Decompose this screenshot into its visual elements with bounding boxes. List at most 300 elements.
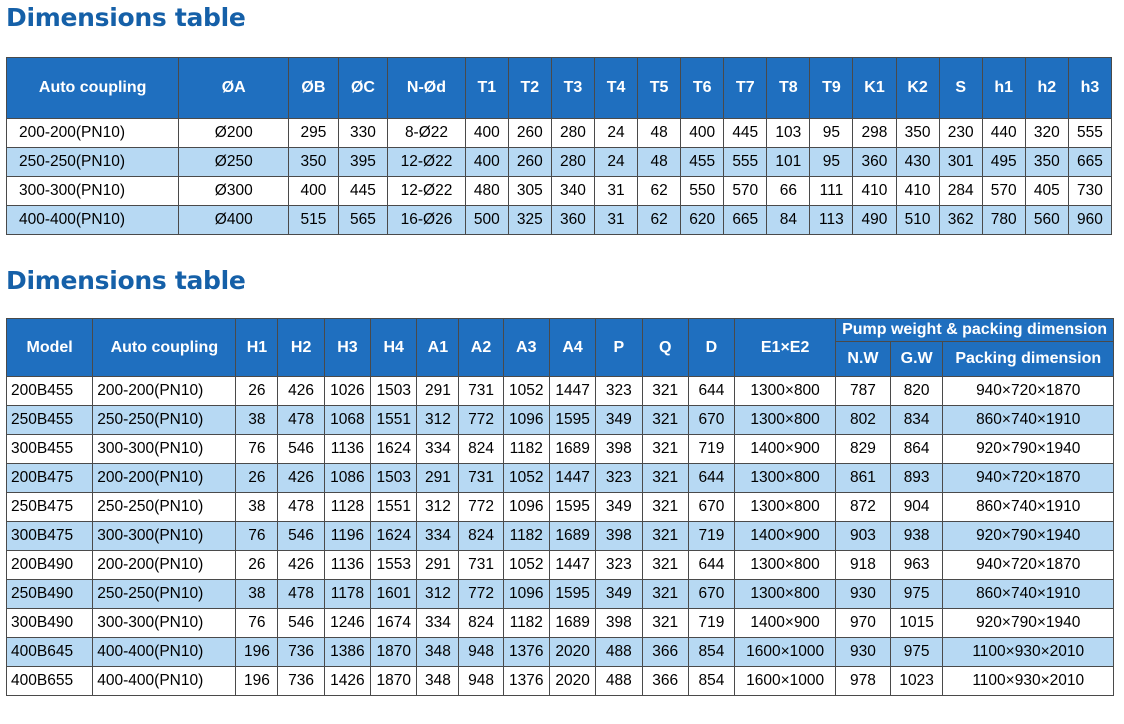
table-cell: 48 (638, 148, 681, 177)
table1-header-cell: T1 (465, 58, 508, 119)
table1-header-cell: ØC (338, 58, 388, 119)
table-cell: 1870 (371, 667, 417, 696)
page-title-dimensions-2: Dimensions table (6, 266, 246, 295)
table-cell: 570 (724, 177, 767, 206)
table-cell: 565 (338, 206, 388, 235)
table-cell: 1624 (371, 435, 417, 464)
table-cell: 12-Ø22 (388, 148, 466, 177)
table-cell: 38 (236, 406, 278, 435)
table2-header-row (7, 319, 1114, 342)
table2-header-cell: Model (7, 319, 93, 377)
table-cell: 1052 (503, 464, 549, 493)
table-cell: 960 (1068, 206, 1111, 235)
table-cell: 16-Ø26 (388, 206, 466, 235)
table1-header-cell: T4 (594, 58, 637, 119)
table-cell: 400 (681, 119, 724, 148)
table2-header-cell: A2 (459, 319, 503, 377)
table-cell: 330 (338, 119, 388, 148)
table-cell: 719 (688, 435, 734, 464)
table-cell: 95 (810, 148, 853, 177)
table-cell: 250B490 (7, 580, 93, 609)
table-row (7, 148, 1112, 177)
table-cell: 398 (596, 522, 642, 551)
table-cell: 280 (551, 119, 594, 148)
table-cell: 860×740×1910 (943, 493, 1114, 522)
table-cell: 366 (642, 638, 688, 667)
table-cell: 300-300(PN10) (93, 609, 236, 638)
table-cell: 350 (896, 119, 939, 148)
table-cell: 430 (896, 148, 939, 177)
table-cell: 488 (596, 667, 642, 696)
table-cell: 1600×1000 (735, 638, 836, 667)
table-cell: 940×720×1870 (943, 377, 1114, 406)
table-cell: 854 (688, 667, 734, 696)
table-cell: 834 (890, 406, 943, 435)
table-cell: 312 (417, 493, 459, 522)
table-cell: 200-200(PN10) (93, 377, 236, 406)
table-cell: 323 (596, 551, 642, 580)
table-cell: 250-250(PN10) (93, 406, 236, 435)
table-cell: 200B475 (7, 464, 93, 493)
table-cell: 291 (417, 377, 459, 406)
table-row (7, 177, 1112, 206)
table-cell: 321 (642, 435, 688, 464)
table2-header-cell: H1 (236, 319, 278, 377)
table-cell: 360 (853, 148, 896, 177)
table-cell: 400 (465, 148, 508, 177)
table-cell: 398 (596, 609, 642, 638)
table-cell: 95 (810, 119, 853, 148)
table-cell: 510 (896, 206, 939, 235)
table-cell: 1300×800 (735, 580, 836, 609)
table1-header-cell: T7 (724, 58, 767, 119)
table-cell: 113 (810, 206, 853, 235)
table-cell: 1689 (549, 522, 595, 551)
table2-header-cell: H3 (324, 319, 370, 377)
table-cell: 1551 (371, 406, 417, 435)
table-cell: 1182 (503, 435, 549, 464)
table-cell: 321 (642, 377, 688, 406)
table-cell: 546 (278, 435, 324, 464)
table2-subheader-cell: N.W (836, 342, 891, 377)
table-cell: 948 (459, 638, 503, 667)
table-row (7, 638, 1114, 667)
table-cell: 970 (836, 609, 891, 638)
table-cell: 62 (638, 177, 681, 206)
table-cell: 321 (642, 493, 688, 522)
table-cell: 1300×800 (735, 377, 836, 406)
table-cell: 1376 (503, 667, 549, 696)
table-cell: 1595 (549, 406, 595, 435)
table-cell: 731 (459, 377, 503, 406)
table-cell: 860×740×1910 (943, 406, 1114, 435)
table-cell: 334 (417, 522, 459, 551)
table-cell: 940×720×1870 (943, 464, 1114, 493)
table-cell: 1400×900 (735, 609, 836, 638)
table-cell: 1870 (371, 638, 417, 667)
table-cell: 1595 (549, 580, 595, 609)
table-cell: 772 (459, 493, 503, 522)
table-cell: 8-Ø22 (388, 119, 466, 148)
table-cell: 1246 (324, 609, 370, 638)
table-cell: 323 (596, 464, 642, 493)
table-cell: 963 (890, 551, 943, 580)
table-cell: 1300×800 (735, 464, 836, 493)
table-cell: 1551 (371, 493, 417, 522)
table1-header-cell: ØB (289, 58, 339, 119)
table-cell: 284 (939, 177, 982, 206)
table-cell: 854 (688, 638, 734, 667)
table-cell: 1300×800 (735, 551, 836, 580)
table-cell: 620 (681, 206, 724, 235)
table-cell: 730 (1068, 177, 1111, 206)
table-cell: 644 (688, 464, 734, 493)
table-cell: 400 (289, 177, 339, 206)
table-row (7, 493, 1114, 522)
table2-header-cell: Q (642, 319, 688, 377)
table-cell: 560 (1025, 206, 1068, 235)
table-cell: 400-400(PN10) (93, 667, 236, 696)
table-cell: 719 (688, 522, 734, 551)
table-cell: 478 (278, 580, 324, 609)
table-cell: Ø250 (179, 148, 289, 177)
table-cell: 31 (594, 177, 637, 206)
table-cell: 515 (289, 206, 339, 235)
table-cell: 445 (724, 119, 767, 148)
table-cell: 1178 (324, 580, 370, 609)
table-cell: 38 (236, 580, 278, 609)
table-cell: 903 (836, 522, 891, 551)
table-cell: 861 (836, 464, 891, 493)
dimensions-table-auto-coupling (6, 57, 1112, 235)
table-cell: 490 (853, 206, 896, 235)
table-cell: 300B475 (7, 522, 93, 551)
table-cell: 321 (642, 551, 688, 580)
table-cell: 250-250(PN10) (93, 493, 236, 522)
table-cell: 1376 (503, 638, 549, 667)
table2-group-header: Pump weight & packing dimension (836, 319, 1114, 342)
table2-subheader-cell: Packing dimension (943, 342, 1114, 377)
table-cell: 920×790×1940 (943, 435, 1114, 464)
table-cell: 948 (459, 667, 503, 696)
table-cell: 1503 (371, 377, 417, 406)
table1-header-cell: T6 (681, 58, 724, 119)
table2-header-cell: A1 (417, 319, 459, 377)
table-row (7, 206, 1112, 235)
table-cell: 405 (1025, 177, 1068, 206)
table-cell: 321 (642, 609, 688, 638)
table-cell: 555 (1068, 119, 1111, 148)
table-cell: 24 (594, 119, 637, 148)
table-cell: 196 (236, 667, 278, 696)
table-cell: 291 (417, 551, 459, 580)
table-cell: 478 (278, 493, 324, 522)
table-cell: 410 (853, 177, 896, 206)
table1-header-cell: h2 (1025, 58, 1068, 119)
table-cell: 260 (508, 148, 551, 177)
table2-header-cell: A4 (549, 319, 595, 377)
table-cell: 940×720×1870 (943, 551, 1114, 580)
table-cell: 1182 (503, 522, 549, 551)
table1-header-cell: K1 (853, 58, 896, 119)
table-cell: 1386 (324, 638, 370, 667)
table-row (7, 377, 1114, 406)
table-cell: 736 (278, 667, 324, 696)
table-cell: 200B490 (7, 551, 93, 580)
table1-header-cell: T5 (638, 58, 681, 119)
dimensions-table-models (6, 318, 1114, 696)
table-cell: 280 (551, 148, 594, 177)
table1-header-cell: K2 (896, 58, 939, 119)
table-cell: 250-250(PN10) (93, 580, 236, 609)
table-cell: 400B645 (7, 638, 93, 667)
table-cell: 488 (596, 638, 642, 667)
table-row (7, 464, 1114, 493)
table-row (7, 667, 1114, 696)
table-cell: 665 (1068, 148, 1111, 177)
table-cell: 291 (417, 464, 459, 493)
table-cell: 350 (1025, 148, 1068, 177)
table-cell: 930 (836, 580, 891, 609)
table-cell: 920×790×1940 (943, 609, 1114, 638)
table-cell: 1026 (324, 377, 370, 406)
table-cell: 731 (459, 464, 503, 493)
table-cell: 1052 (503, 377, 549, 406)
table-cell: 1300×800 (735, 493, 836, 522)
table-cell: 1600×1000 (735, 667, 836, 696)
table-cell: 824 (459, 435, 503, 464)
table-cell: 76 (236, 435, 278, 464)
table-cell: 864 (890, 435, 943, 464)
table-cell: 975 (890, 580, 943, 609)
table-cell: 26 (236, 377, 278, 406)
table-cell: 670 (688, 493, 734, 522)
table-cell: 301 (939, 148, 982, 177)
table-cell: 1182 (503, 609, 549, 638)
table-cell: 938 (890, 522, 943, 551)
table-cell: 1052 (503, 551, 549, 580)
table-cell: 101 (767, 148, 810, 177)
table-cell: 62 (638, 206, 681, 235)
table-cell: 930 (836, 638, 891, 667)
table-cell: 2020 (549, 667, 595, 696)
table-cell: 400-400(PN10) (7, 206, 179, 235)
table-cell: 1068 (324, 406, 370, 435)
table-cell: 1100×930×2010 (943, 638, 1114, 667)
table1-header-cell: T2 (508, 58, 551, 119)
table-cell: 300-300(PN10) (93, 522, 236, 551)
table-cell: Ø200 (179, 119, 289, 148)
table-cell: 76 (236, 609, 278, 638)
table-row (7, 119, 1112, 148)
table2-header-cell: Auto coupling (93, 319, 236, 377)
table-cell: 1136 (324, 435, 370, 464)
table-row (7, 551, 1114, 580)
table-cell: 1400×900 (735, 522, 836, 551)
table-cell: 334 (417, 609, 459, 638)
table1-header-cell: N-Ød (388, 58, 466, 119)
table-cell: 24 (594, 148, 637, 177)
table-cell: 1196 (324, 522, 370, 551)
table-cell: 111 (810, 177, 853, 206)
table-cell: 772 (459, 580, 503, 609)
table-cell: 495 (982, 148, 1025, 177)
table1-header-cell: h3 (1068, 58, 1111, 119)
table-cell: 298 (853, 119, 896, 148)
table-cell: 1674 (371, 609, 417, 638)
table-cell: 66 (767, 177, 810, 206)
table-cell: 426 (278, 551, 324, 580)
table2-header-cell: H2 (278, 319, 324, 377)
table-cell: 349 (596, 406, 642, 435)
table1-header-cell: T3 (551, 58, 594, 119)
table-cell: 250B475 (7, 493, 93, 522)
table-cell: 250-250(PN10) (7, 148, 179, 177)
table2-header-cell: E1×E2 (735, 319, 836, 377)
table-cell: 48 (638, 119, 681, 148)
table-cell: 780 (982, 206, 1025, 235)
table-cell: 1128 (324, 493, 370, 522)
table-cell: 84 (767, 206, 810, 235)
table-cell: 670 (688, 406, 734, 435)
table-cell: 860×740×1910 (943, 580, 1114, 609)
table-cell: 349 (596, 493, 642, 522)
table-cell: 410 (896, 177, 939, 206)
table1-header-row (7, 58, 1112, 119)
table-cell: 1447 (549, 377, 595, 406)
table-cell: 2020 (549, 638, 595, 667)
table-cell: Ø300 (179, 177, 289, 206)
table-cell: 555 (724, 148, 767, 177)
table-cell: 829 (836, 435, 891, 464)
table-cell: 320 (1025, 119, 1068, 148)
table-cell: 196 (236, 638, 278, 667)
table-cell: 500 (465, 206, 508, 235)
table-cell: 250B455 (7, 406, 93, 435)
table-cell: 321 (642, 464, 688, 493)
table-cell: 1096 (503, 406, 549, 435)
table-cell: 546 (278, 522, 324, 551)
table2-header-cell: D (688, 319, 734, 377)
table-cell: 1624 (371, 522, 417, 551)
table-cell: 395 (338, 148, 388, 177)
table-cell: 349 (596, 580, 642, 609)
table-cell: 1400×900 (735, 435, 836, 464)
table-cell: 736 (278, 638, 324, 667)
table-cell: 31 (594, 206, 637, 235)
table1-header-cell: T8 (767, 58, 810, 119)
table-cell: 824 (459, 522, 503, 551)
table-cell: 26 (236, 464, 278, 493)
table-cell: 478 (278, 406, 324, 435)
table-cell: 1601 (371, 580, 417, 609)
table-cell: 904 (890, 493, 943, 522)
table-cell: 1136 (324, 551, 370, 580)
table-cell: 978 (836, 667, 891, 696)
table-cell: 1595 (549, 493, 595, 522)
table1-header-cell: S (939, 58, 982, 119)
table1-header-cell: Auto coupling (7, 58, 179, 119)
table-cell: 300-300(PN10) (7, 177, 179, 206)
table-cell: 38 (236, 493, 278, 522)
table-cell: 200-200(PN10) (7, 119, 179, 148)
table-row (7, 406, 1114, 435)
table-cell: 1096 (503, 493, 549, 522)
table-cell: 1023 (890, 667, 943, 696)
table-cell: 731 (459, 551, 503, 580)
table-cell: 360 (551, 206, 594, 235)
table-cell: 300B490 (7, 609, 93, 638)
table-cell: 350 (289, 148, 339, 177)
table-cell: 325 (508, 206, 551, 235)
table-cell: 321 (642, 580, 688, 609)
table-cell: 12-Ø22 (388, 177, 466, 206)
table-cell: 400B655 (7, 667, 93, 696)
table1-header-cell: T9 (810, 58, 853, 119)
table2-header-cell: H4 (371, 319, 417, 377)
table-cell: 230 (939, 119, 982, 148)
table-cell: 103 (767, 119, 810, 148)
table-cell: 334 (417, 435, 459, 464)
table-cell: 1447 (549, 551, 595, 580)
table-cell: 1503 (371, 464, 417, 493)
table-cell: 975 (890, 638, 943, 667)
table-cell: 1300×800 (735, 406, 836, 435)
table-cell: 300-300(PN10) (93, 435, 236, 464)
table-cell: Ø400 (179, 206, 289, 235)
table-cell: 426 (278, 464, 324, 493)
table-cell: 824 (459, 609, 503, 638)
table-cell: 200-200(PN10) (93, 551, 236, 580)
table1-header-cell: ØA (179, 58, 289, 119)
table-cell: 719 (688, 609, 734, 638)
table-cell: 295 (289, 119, 339, 148)
table-cell: 802 (836, 406, 891, 435)
table-cell: 200B455 (7, 377, 93, 406)
table-cell: 550 (681, 177, 724, 206)
table-cell: 1015 (890, 609, 943, 638)
table-cell: 546 (278, 609, 324, 638)
table-row (7, 609, 1114, 638)
table-cell: 305 (508, 177, 551, 206)
page-title-dimensions-1: Dimensions table (6, 3, 246, 32)
table-cell: 362 (939, 206, 982, 235)
table-row (7, 435, 1114, 464)
table-cell: 312 (417, 580, 459, 609)
table-cell: 1426 (324, 667, 370, 696)
table-cell: 644 (688, 377, 734, 406)
table-cell: 1689 (549, 435, 595, 464)
table-cell: 321 (642, 522, 688, 551)
table-cell: 200-200(PN10) (93, 464, 236, 493)
table2-header-cell: P (596, 319, 642, 377)
table-cell: 76 (236, 522, 278, 551)
table-cell: 920×790×1940 (943, 522, 1114, 551)
table-cell: 312 (417, 406, 459, 435)
table-cell: 445 (338, 177, 388, 206)
table-cell: 1100×930×2010 (943, 667, 1114, 696)
table-cell: 398 (596, 435, 642, 464)
table-cell: 480 (465, 177, 508, 206)
table-cell: 670 (688, 580, 734, 609)
table-cell: 1096 (503, 580, 549, 609)
table-cell: 1447 (549, 464, 595, 493)
table-cell: 400-400(PN10) (93, 638, 236, 667)
table-row (7, 522, 1114, 551)
table-cell: 426 (278, 377, 324, 406)
table-cell: 400 (465, 119, 508, 148)
table-cell: 321 (642, 406, 688, 435)
